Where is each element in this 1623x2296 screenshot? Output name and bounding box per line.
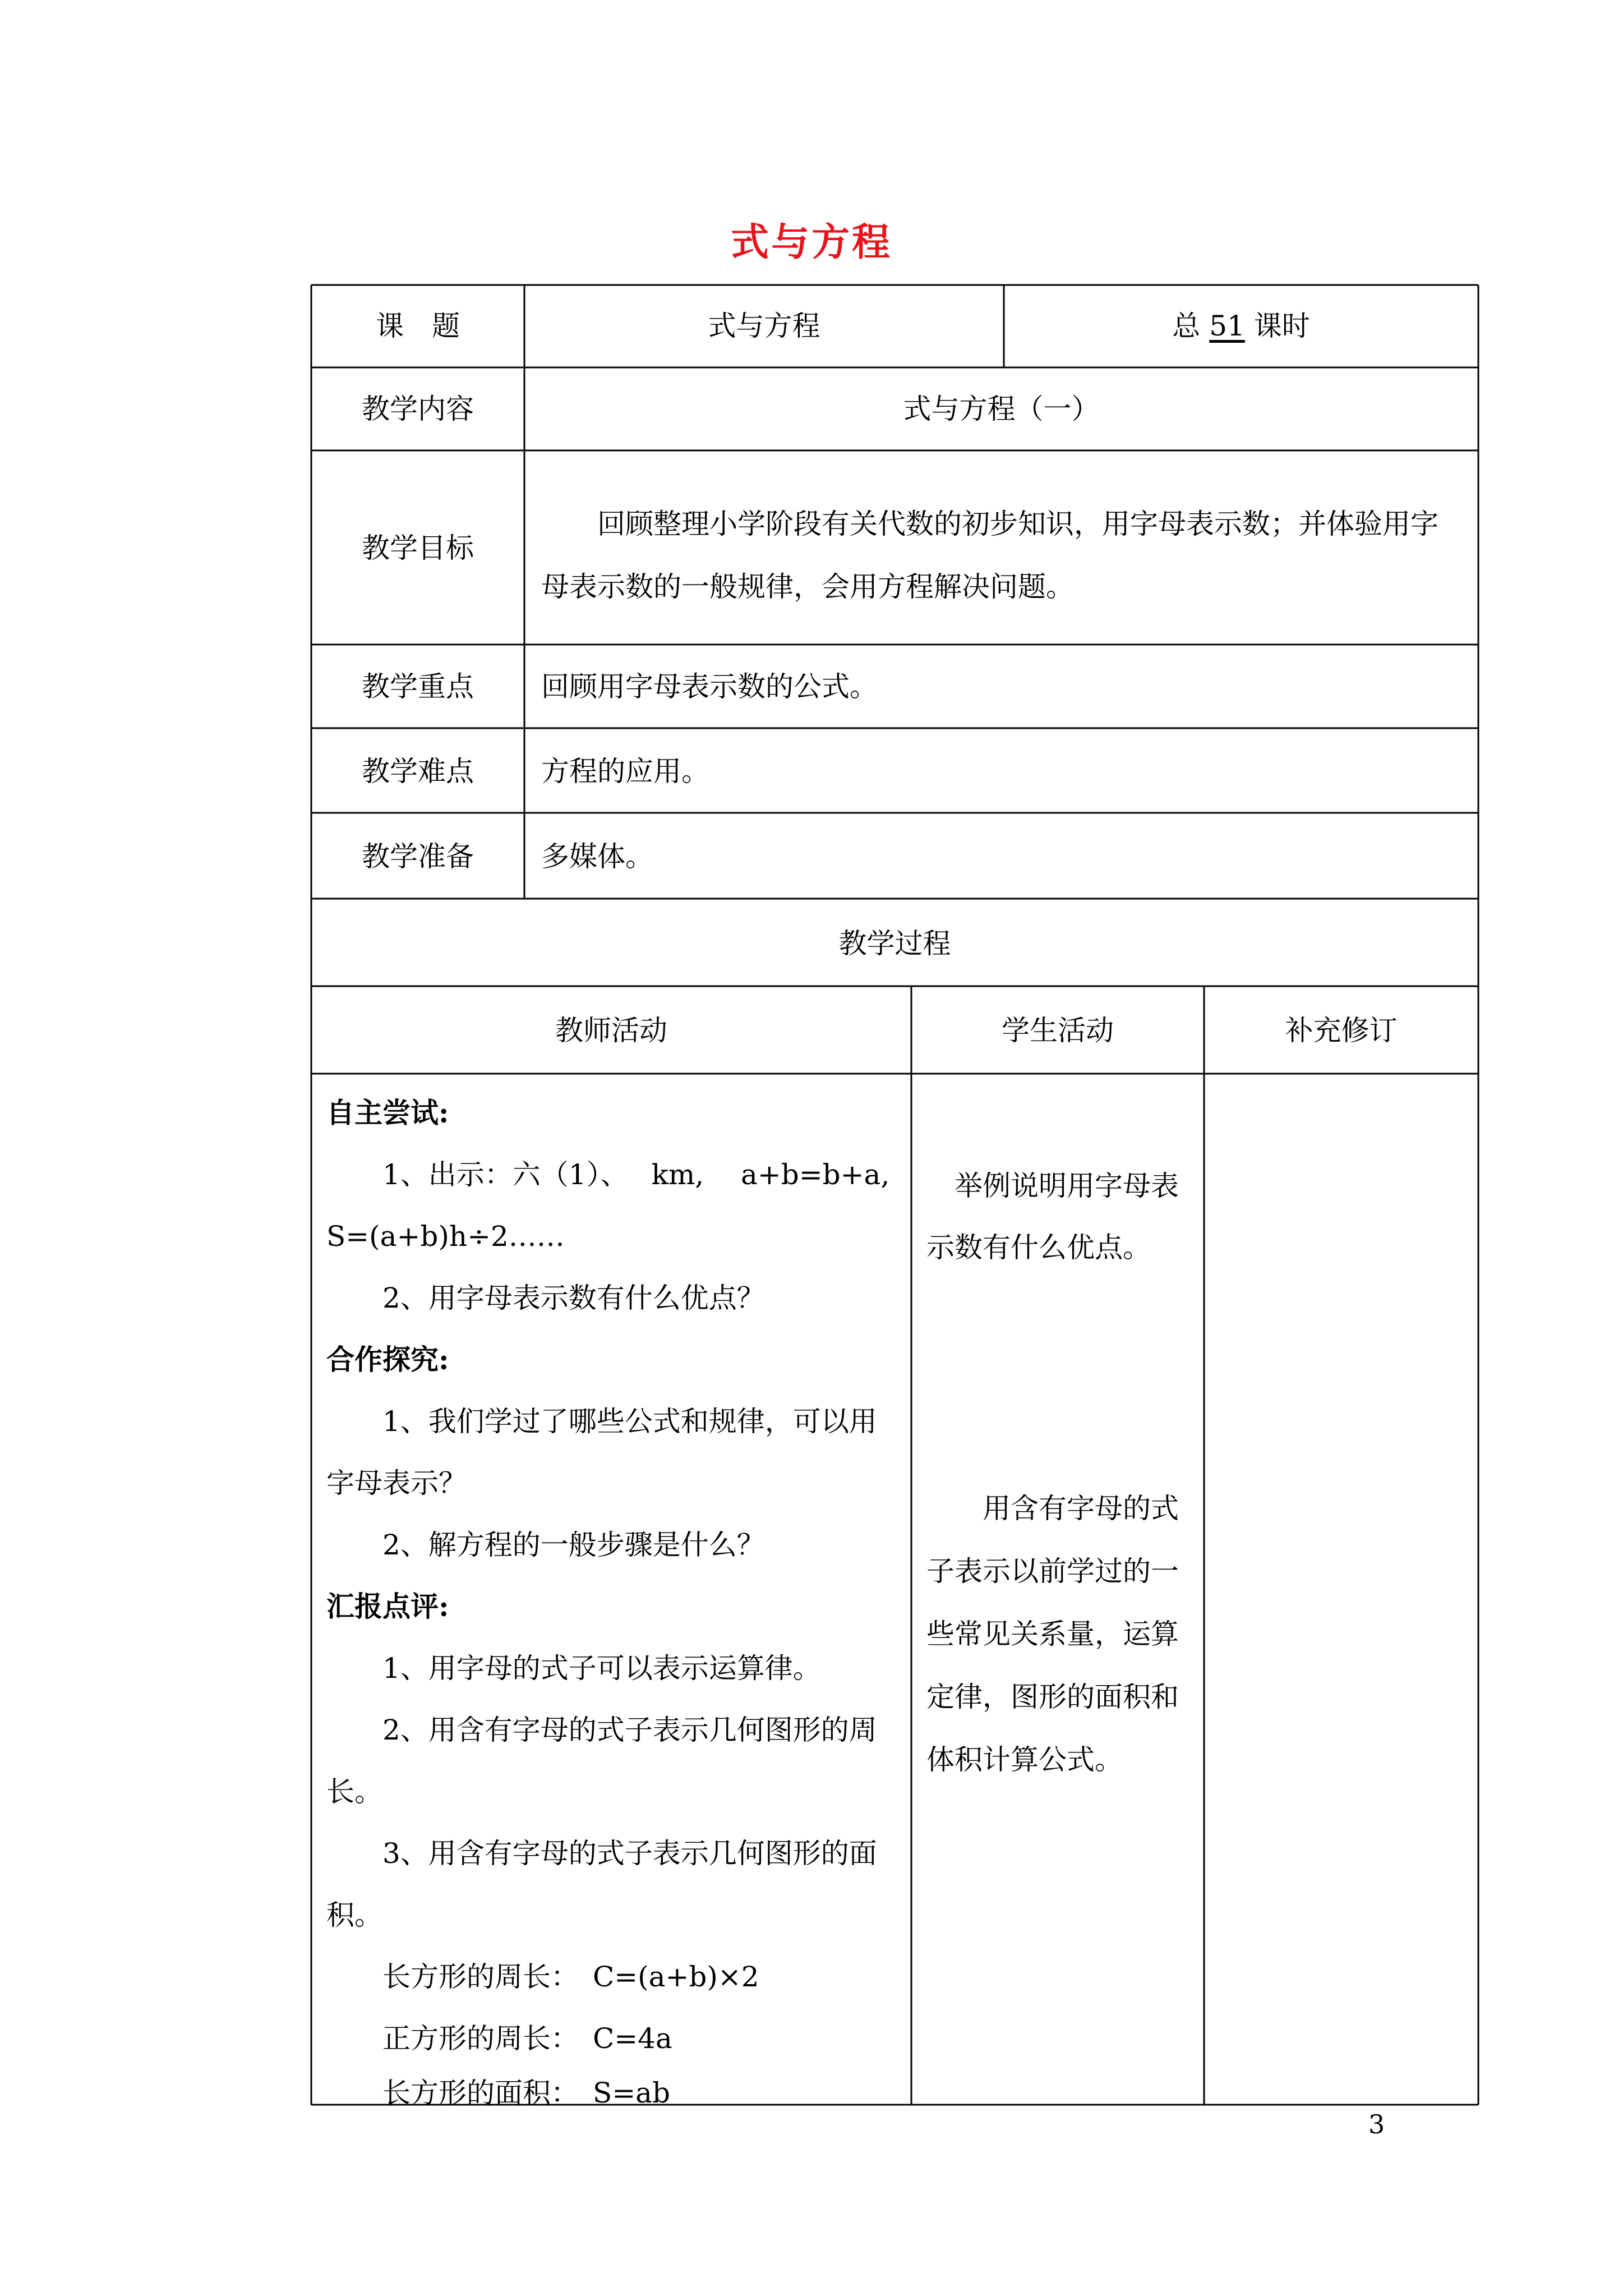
teacher-line: 2、用字母表示数有什么优点？ <box>382 1282 765 1314</box>
teacher-line: 字母表示？ <box>326 1467 467 1499</box>
key-value: 回顾用字母表示数的公式。 <box>541 670 878 703</box>
formula-square-perimeter: 正方形的周长： C=4a <box>382 2022 672 2055</box>
formula-rect-perimeter: 长方形的周长： C=(a+b)×2 <box>382 1961 759 1993</box>
teacher-line: 1、出示：六（1）、 km, a+b=b+a, <box>382 1158 890 1191</box>
difficulty-label: 教学难点 <box>362 755 474 788</box>
col-teacher-activity: 教师活动 <box>555 1014 667 1047</box>
formula-rect-area: 长方形的面积： S=ab <box>382 2077 670 2109</box>
goal-value: 回顾整理小学阶段有关代数的初步知识，用字母表示数；并体验用字母表示数的一般规律，会用方程解决问题。 <box>541 508 1438 603</box>
section-report-heading: 汇报点评: <box>326 1590 449 1623</box>
process-heading: 教学过程 <box>838 927 951 960</box>
prep-label: 教学准备 <box>362 840 474 873</box>
content-label: 教学内容 <box>362 393 474 425</box>
topic-label: 课 题 <box>376 310 460 342</box>
total-periods <box>1004 309 1478 343</box>
total-prefix: 总 <box>1172 310 1201 342</box>
teacher-line: 1、用字母的式子可以表示运算律。 <box>382 1652 821 1685</box>
prep-value: 多媒体。 <box>541 840 653 873</box>
teacher-line: S=(a+b)h÷2…… <box>326 1220 565 1253</box>
student-line: 体积计算公式。 <box>926 1743 1123 1776</box>
student-line: 定律，图形的面积和 <box>926 1681 1179 1713</box>
teacher-line: 积。 <box>326 1899 382 1931</box>
total-suffix: 课时 <box>1253 310 1310 342</box>
teacher-line: 2、用含有字母的式子表示几何图形的周 <box>382 1714 877 1746</box>
student-line: 用含有字母的式 <box>983 1492 1179 1525</box>
col-revision: 补充修订 <box>1285 1014 1398 1047</box>
goal-label: 教学目标 <box>362 532 474 564</box>
total-number: 51 <box>1209 310 1245 342</box>
student-line: 子表示以前学过的一 <box>926 1555 1179 1588</box>
content-value: 式与方程（一） <box>903 393 1100 425</box>
student-line: 举例说明用字母表 <box>955 1170 1179 1202</box>
document-title: 式与方程 <box>730 220 892 265</box>
teacher-line: 长。 <box>326 1775 382 1808</box>
teacher-line: 3、用含有字母的式子表示几何图形的面 <box>382 1837 877 1870</box>
topic-value: 式与方程 <box>708 310 820 342</box>
page-number: 3 <box>1368 2109 1385 2139</box>
teacher-line: 2、解方程的一般步骤是什么？ <box>382 1529 765 1561</box>
student-line: 示数有什么优点。 <box>926 1231 1151 1264</box>
key-label: 教学重点 <box>362 670 474 703</box>
section-self-try-heading: 自主尝试: <box>326 1096 449 1129</box>
section-cooperate-heading: 合作探究: <box>326 1343 449 1376</box>
teacher-line: 1、我们学过了哪些公式和规律，可以用 <box>382 1405 877 1438</box>
difficulty-value: 方程的应用。 <box>541 755 709 788</box>
col-student-activity: 学生活动 <box>1002 1014 1114 1047</box>
student-line: 些常见关系量，运算 <box>926 1618 1179 1650</box>
